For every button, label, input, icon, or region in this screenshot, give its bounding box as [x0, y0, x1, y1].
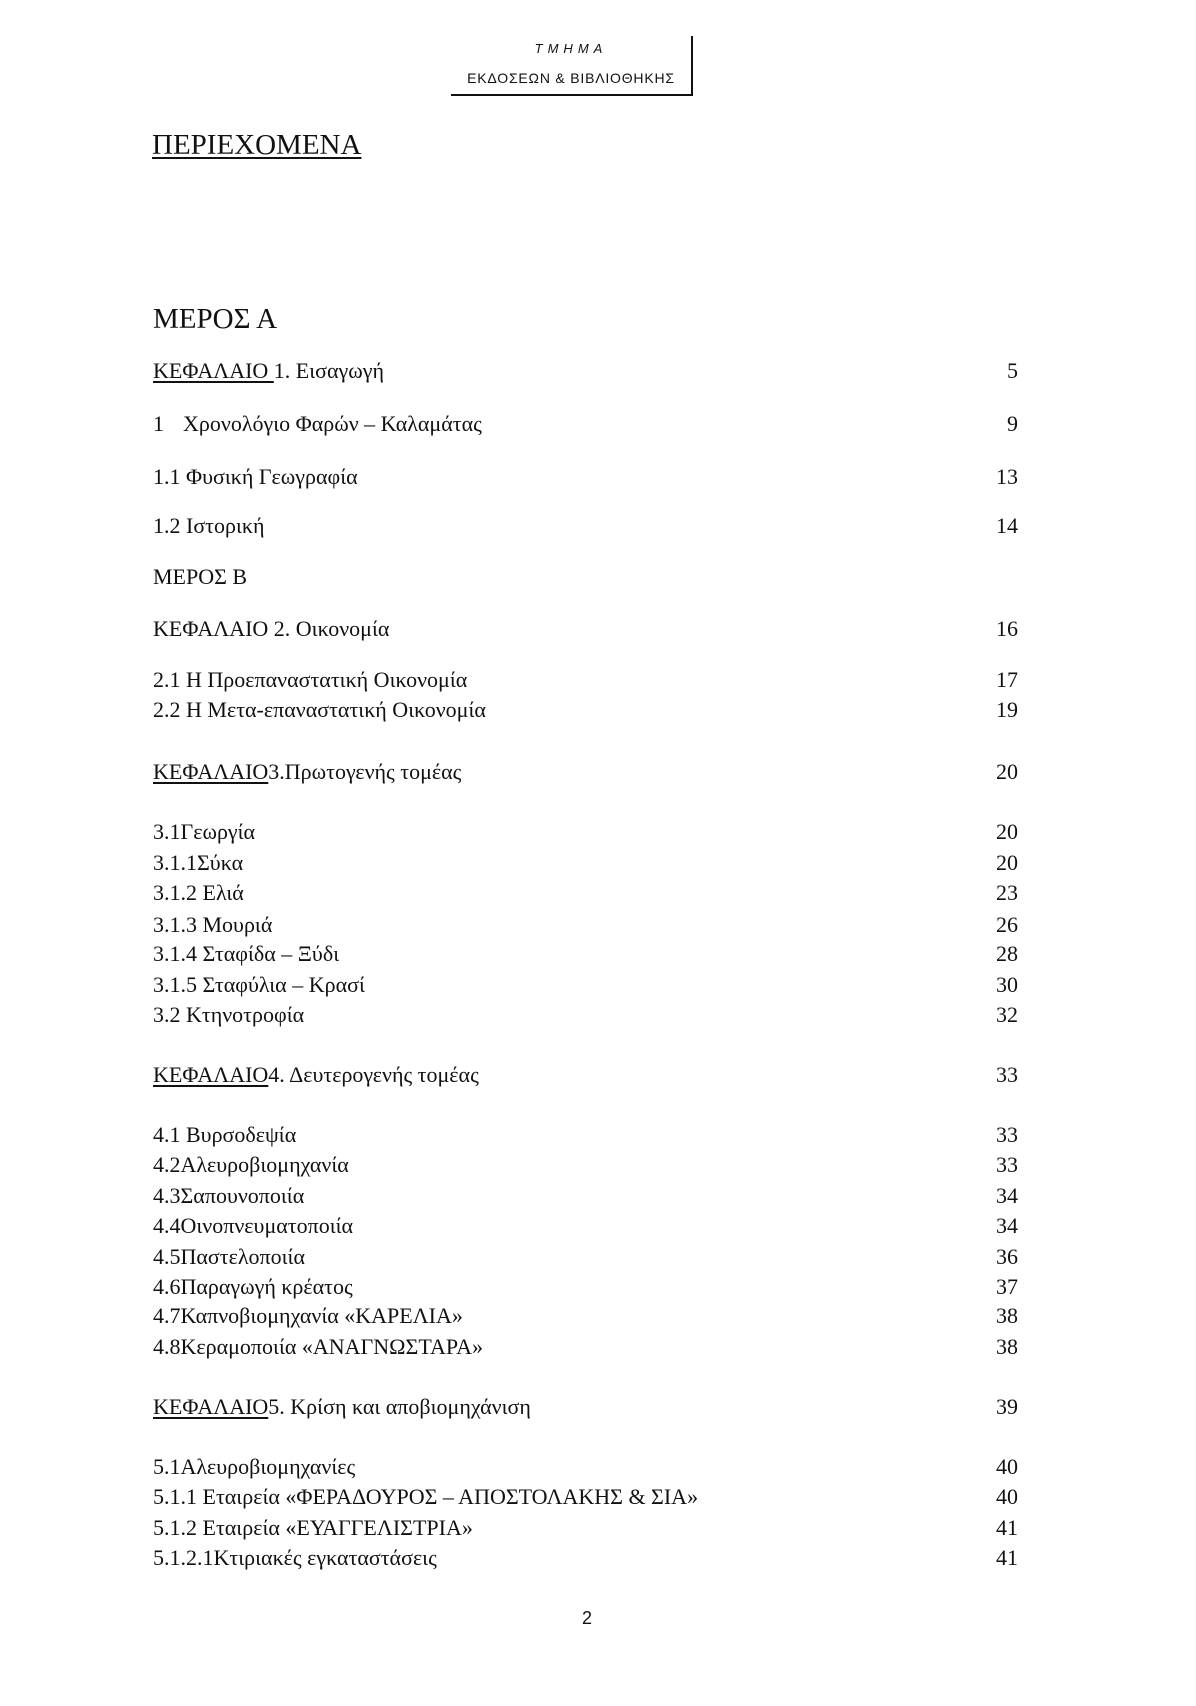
- toc-entry: [153, 411, 1018, 437]
- entry-page: 34: [996, 1183, 1018, 1208]
- toc-entry: [153, 1244, 1018, 1270]
- entry-page: 36: [996, 1244, 1018, 1269]
- entry-page: 14: [996, 513, 1018, 538]
- entry-title: 5.1.2 Εταιρεία «ΕΥΑΓΓΕΛΙΣΤΡΙΑ»: [153, 1515, 473, 1540]
- entry-title: 3.Πρωτογενής τομέας: [268, 759, 462, 784]
- toc-entry: [153, 912, 1018, 938]
- entry-page: 40: [996, 1454, 1018, 1479]
- page-number: 2: [581, 1608, 592, 1628]
- toc-entry: [153, 850, 1018, 876]
- toc-entry: [153, 880, 1018, 906]
- entry-title: 3.1.5 Σταφύλια – Κρασί: [153, 972, 365, 997]
- entry-title: 4. Δευτερογενής τομέας: [268, 1062, 479, 1087]
- chapter-prefix: ΚΕΦΑΛΑΙΟ: [153, 1062, 269, 1087]
- entry-page: 20: [996, 759, 1018, 784]
- entry-title: 3.1Γεωργία: [153, 819, 256, 844]
- toc-entry: [153, 1152, 1018, 1178]
- toc-entry: [153, 1122, 1018, 1148]
- toc-entry: [153, 1545, 1018, 1571]
- toc-entry: [153, 513, 1018, 539]
- entry-page: 28: [996, 941, 1018, 966]
- stamp-line-2: ΕΚΔΟΣΕΩΝ & ΒΙΒΛΙΟΘΗΚΗΣ: [467, 70, 675, 86]
- entry-title: 1.2 Ιστορική: [153, 513, 265, 538]
- toc-entry: [153, 759, 1018, 785]
- entry-title: 4.7Καπνοβιομηχανία «ΚΑΡΕΛΙΑ»: [153, 1303, 463, 1328]
- entry-page: 13: [996, 464, 1018, 489]
- entry-title: ΚΕΦΑΛΑΙΟ 2. Οικονομία: [153, 616, 390, 641]
- toc-entry: [153, 1062, 1018, 1088]
- entry-page: 32: [996, 1002, 1018, 1027]
- entry-title: 4.1 Βυρσοδεψία: [153, 1122, 297, 1147]
- entry-page: 34: [996, 1213, 1018, 1238]
- entry-title: 5.1.2.1Κτιριακές εγκαταστάσεις: [153, 1545, 437, 1570]
- entry-title: 4.8Κεραμοποιία «ΑΝΑΓΝΩΣΤΑΡΑ»: [153, 1334, 484, 1359]
- chapter-prefix: ΚΕΦΑΛΑΙΟ: [153, 759, 269, 784]
- entry-title: 5. Κρίση και αποβιομηχάνιση: [268, 1394, 531, 1419]
- entry-page: 38: [996, 1334, 1018, 1359]
- entry-page: 33: [996, 1122, 1018, 1147]
- toc-entry: [153, 358, 1018, 384]
- entry-title: 4.2Αλευροβιομηχανία: [153, 1152, 349, 1177]
- chapter-prefix: ΚΕΦΑΛΑΙΟ: [153, 1394, 269, 1419]
- part-heading: ΜΕΡΟΣ Α: [153, 303, 278, 335]
- toc-entry: [153, 1274, 1018, 1300]
- toc-entry: [153, 1334, 1018, 1360]
- toc-entry: [153, 1303, 1018, 1329]
- entry-title: 1. Εισαγωγή: [273, 358, 384, 383]
- page-title: ΠΕΡΙΕΧΟΜΕΝΑ: [152, 129, 362, 161]
- toc-entry: [153, 1484, 1018, 1510]
- entry-title: Χρονολόγιο Φαρών – Καλαμάτας: [183, 411, 482, 436]
- entry-title: 2.1 Η Προεπαναστατική Οικονομία: [153, 667, 468, 692]
- toc-entry: [153, 972, 1018, 998]
- entry-page: 37: [996, 1274, 1018, 1299]
- entry-page: 30: [996, 972, 1018, 997]
- chapter-prefix: ΚΕΦΑΛΑΙΟ: [153, 358, 274, 383]
- toc-entry: [153, 697, 1018, 723]
- entry-title: 1.1 Φυσική Γεωγραφία: [153, 464, 358, 489]
- part-heading: [153, 564, 1018, 590]
- toc-entry: [153, 1454, 1018, 1480]
- entry-page: 39: [996, 1394, 1018, 1419]
- entry-title: 2.2 Η Μετα-επαναστατική Οικονομία: [153, 697, 486, 722]
- entry-page: 20: [996, 850, 1018, 875]
- entry-page: 19: [996, 697, 1018, 722]
- entry-page: 20: [996, 819, 1018, 844]
- entry-title: 3.1.2 Ελιά: [153, 880, 244, 905]
- entry-title: 4.3Σαπουνοποιία: [153, 1183, 305, 1208]
- entry-page: 38: [996, 1303, 1018, 1328]
- entry-page: 41: [996, 1545, 1018, 1570]
- entry-page: 23: [996, 880, 1018, 905]
- entry-page: 9: [1007, 411, 1018, 436]
- entry-page: 33: [996, 1062, 1018, 1087]
- toc-entry: [153, 941, 1018, 967]
- entry-page: 16: [996, 616, 1018, 641]
- entry-title: 4.5Παστελοποιία: [153, 1244, 305, 1269]
- toc-entry: [153, 1394, 1018, 1420]
- toc-entry: [153, 1515, 1018, 1541]
- stamp-line-1: ΤΜΗΜΑ: [534, 41, 608, 56]
- entry-page: 26: [996, 912, 1018, 937]
- toc-entry: [153, 616, 1018, 642]
- part-heading-text: ΜΕΡΟΣ Β: [153, 564, 248, 589]
- entry-title: 3.1.1Σύκα: [153, 850, 244, 875]
- toc-entry: [153, 667, 1018, 693]
- toc-entry: [153, 464, 1018, 490]
- entry-title: 5.1.1 Εταιρεία «ΦΕΡΑΔΟΥΡΟΣ – ΑΠΟΣΤΟΛΑΚΗΣ & ΣΙΑ»: [153, 1484, 699, 1509]
- entry-page: 41: [996, 1515, 1018, 1540]
- toc-entry: [153, 1183, 1018, 1209]
- toc-entry: [153, 819, 1018, 845]
- library-stamp: [451, 36, 693, 96]
- entry-title: 4.4Οινοπνευματοποιία: [153, 1213, 354, 1238]
- toc-entry: [153, 1002, 1018, 1028]
- entry-title: 5.1Αλευροβιομηχανίες: [153, 1454, 356, 1479]
- entry-title: 4.6Παραγωγή κρέατος: [153, 1274, 353, 1299]
- entry-page: 5: [1007, 358, 1018, 383]
- entry-page: 33: [996, 1152, 1018, 1177]
- entry-title: 3.1.4 Σταφίδα – Ξύδι: [153, 941, 340, 966]
- entry-number: 1: [153, 411, 164, 436]
- entry-title: 3.2 Κτηνοτροφία: [153, 1002, 305, 1027]
- toc-entry: [153, 1213, 1018, 1239]
- entry-title: 3.1.3 Μουριά: [153, 912, 273, 937]
- entry-page: 40: [996, 1484, 1018, 1509]
- entry-page: 17: [996, 667, 1018, 692]
